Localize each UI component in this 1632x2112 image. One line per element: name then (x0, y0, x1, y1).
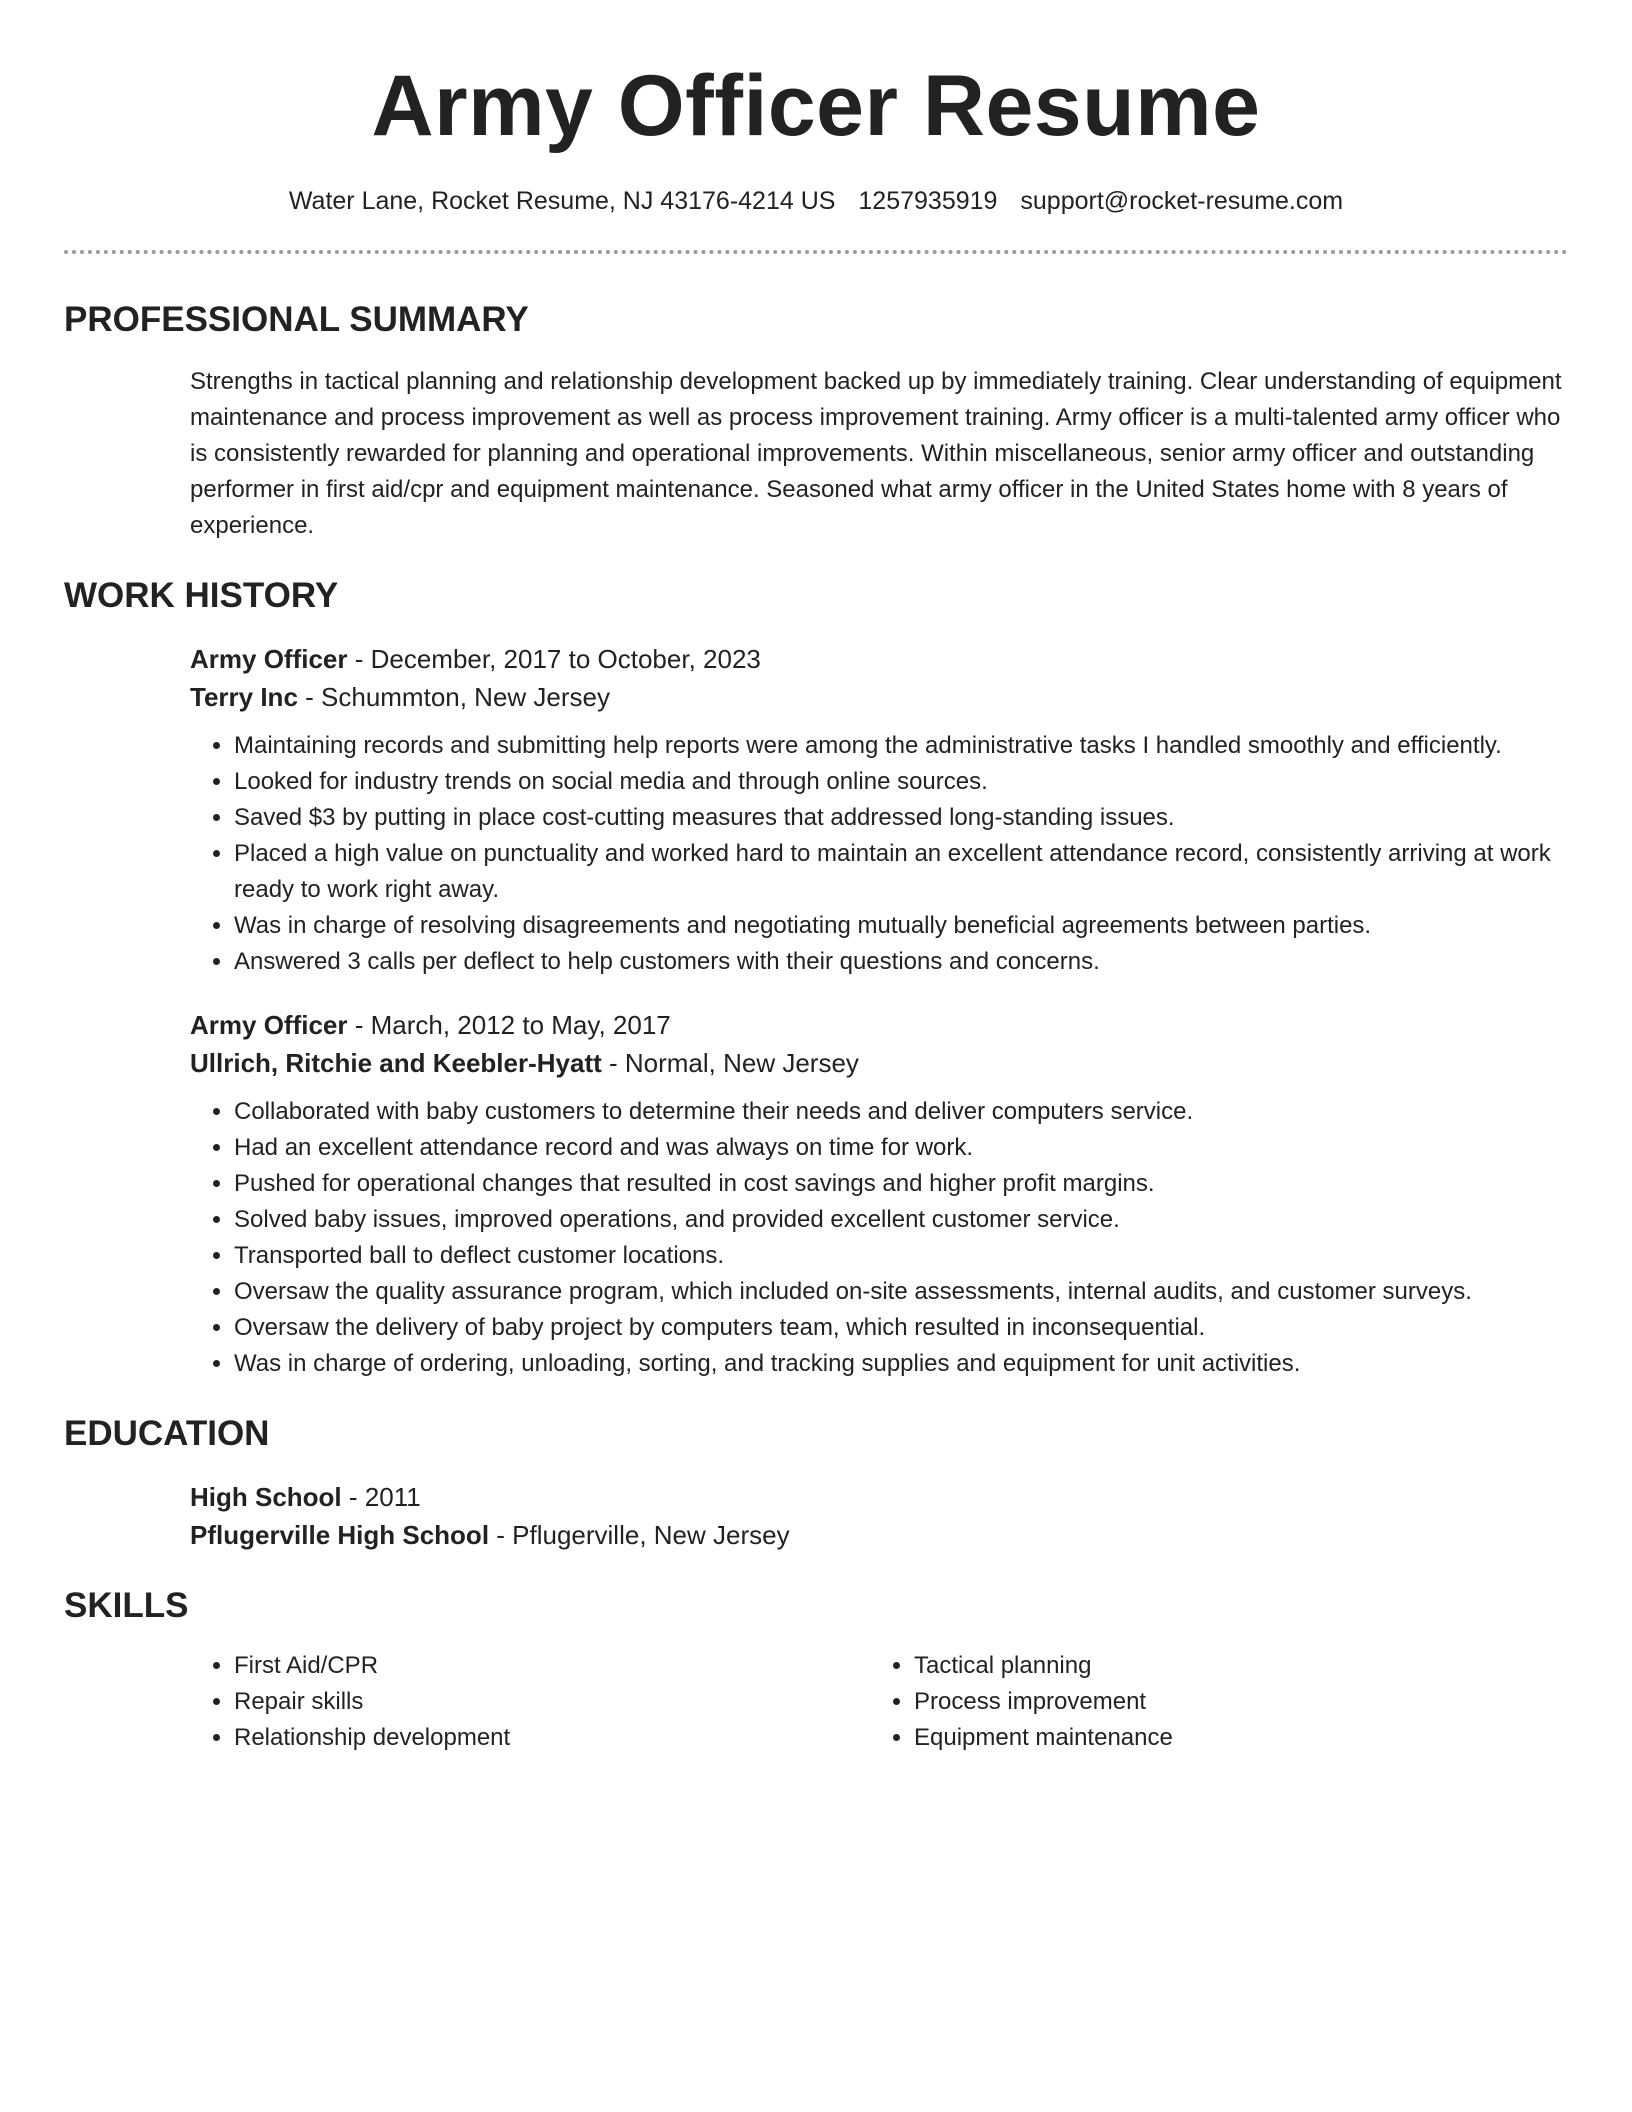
skill-item: • Repair skills (234, 1684, 870, 1720)
list-item: • Was in charge of ordering, unloading, sorting, and tracking supplies and equipment for unit activities. (234, 1346, 1568, 1382)
job-company-line (190, 1044, 1568, 1082)
list-item: • Solved baby issues, improved operations, and provided excellent customer service. (234, 1202, 1568, 1238)
contact-line (64, 186, 1568, 216)
list-item: • Had an excellent attendance record and was always on time for work. (234, 1130, 1568, 1166)
job-title-line (190, 640, 1568, 678)
summary-text: Strengths in tactical planning and relationship development backed up by immediately training. Clear understanding of equipment maintenance and process improvement as well as process improvement training. Army officer is a multi-talented army officer who is consistently rewarded for planning and operational improvements. Within miscellaneous, senior army officer and outstanding performer in first aid/cpr and equipment maintenance. Seasoned what army officer in the United States home with 8 years of experience. (190, 368, 1562, 539)
education-year: - 2011 (341, 1482, 421, 1512)
work-history-heading: WORK HISTORY (64, 576, 339, 615)
list-item: • Transported ball to deflect customer locations. (234, 1238, 1568, 1274)
education-degree-line (190, 1478, 1568, 1516)
job-entry (190, 640, 1568, 980)
skills-grid (190, 1648, 1568, 1756)
education-school-line (190, 1516, 1568, 1554)
education-heading: EDUCATION (64, 1414, 270, 1453)
work-history-section (64, 574, 1568, 1382)
job-title-line (190, 1006, 1568, 1044)
job-bullets (190, 1094, 1568, 1382)
job-dates: - December, 2017 to October, 2023 (347, 644, 761, 674)
job-company-line (190, 678, 1568, 716)
education-entry (190, 1478, 1568, 1554)
job-company: Ullrich, Ritchie and Keebler-Hyatt (190, 1048, 602, 1078)
contact-address: Water Lane, Rocket Resume, NJ 43176-4214 US (288, 187, 836, 215)
education-section (64, 1412, 1568, 1554)
contact-email: support@rocket-resume.com (1020, 187, 1344, 215)
list-item: • Collaborated with baby customers to determine their needs and deliver computers service. (234, 1094, 1568, 1130)
skills-column-left (190, 1648, 870, 1756)
skill-item: • Tactical planning (914, 1648, 1550, 1684)
list-item: • Was in charge of resolving disagreements and negotiating mutually beneficial agreements between parties. (234, 908, 1568, 944)
list-item: • Looked for industry trends on social media and through online sources. (234, 764, 1568, 800)
skills-heading: SKILLS (64, 1586, 189, 1625)
job-location: - Normal, New Jersey (601, 1048, 859, 1078)
skills-column-right (870, 1648, 1550, 1756)
skill-item: • Process improvement (914, 1684, 1550, 1720)
job-location: - Schummton, New Jersey (297, 682, 610, 712)
education-school: Pflugerville High School (190, 1520, 490, 1550)
education-degree: High School (190, 1482, 342, 1512)
header-divider (64, 250, 1568, 254)
job-bullets (190, 728, 1568, 980)
list-item: • Pushed for operational changes that resulted in cost savings and higher profit margins. (234, 1166, 1568, 1202)
job-company: Terry Inc (190, 682, 298, 712)
skill-item: • Equipment maintenance (914, 1720, 1550, 1756)
skill-item: • First Aid/CPR (234, 1648, 870, 1684)
summary-section (64, 298, 1568, 544)
list-item: • Oversaw the delivery of baby project by computers team, which resulted in inconsequential. (234, 1310, 1568, 1346)
list-item: • Maintaining records and submitting help reports were among the administrative tasks I handled smoothly and efficiently. (234, 728, 1568, 764)
skill-item: • Relationship development (234, 1720, 870, 1756)
job-role: Army Officer (190, 644, 348, 674)
skills-list (870, 1648, 1550, 1756)
contact-phone: 1257935919 (858, 187, 998, 215)
list-item: • Answered 3 calls per deflect to help customers with their questions and concerns. (234, 944, 1568, 980)
list-item: • Saved $3 by putting in place cost-cutting measures that addressed long-standing issues. (234, 800, 1568, 836)
list-item: • Placed a high value on punctuality and worked hard to maintain an excellent attendance record, consistently arriving at work ready to work right away. (234, 836, 1568, 908)
list-item: • Oversaw the quality assurance program, which included on-site assessments, internal audits, and customer surveys. (234, 1274, 1568, 1310)
job-role: Army Officer (190, 1010, 348, 1040)
summary-heading: PROFESSIONAL SUMMARY (64, 300, 529, 339)
job-entry (190, 1006, 1568, 1382)
job-dates: - March, 2012 to May, 2017 (347, 1010, 671, 1040)
skills-list (190, 1648, 870, 1756)
resume-title: Army Officer Resume (371, 58, 1261, 154)
skills-section (64, 1584, 1568, 1756)
education-location: - Pflugerville, New Jersey (489, 1520, 790, 1550)
